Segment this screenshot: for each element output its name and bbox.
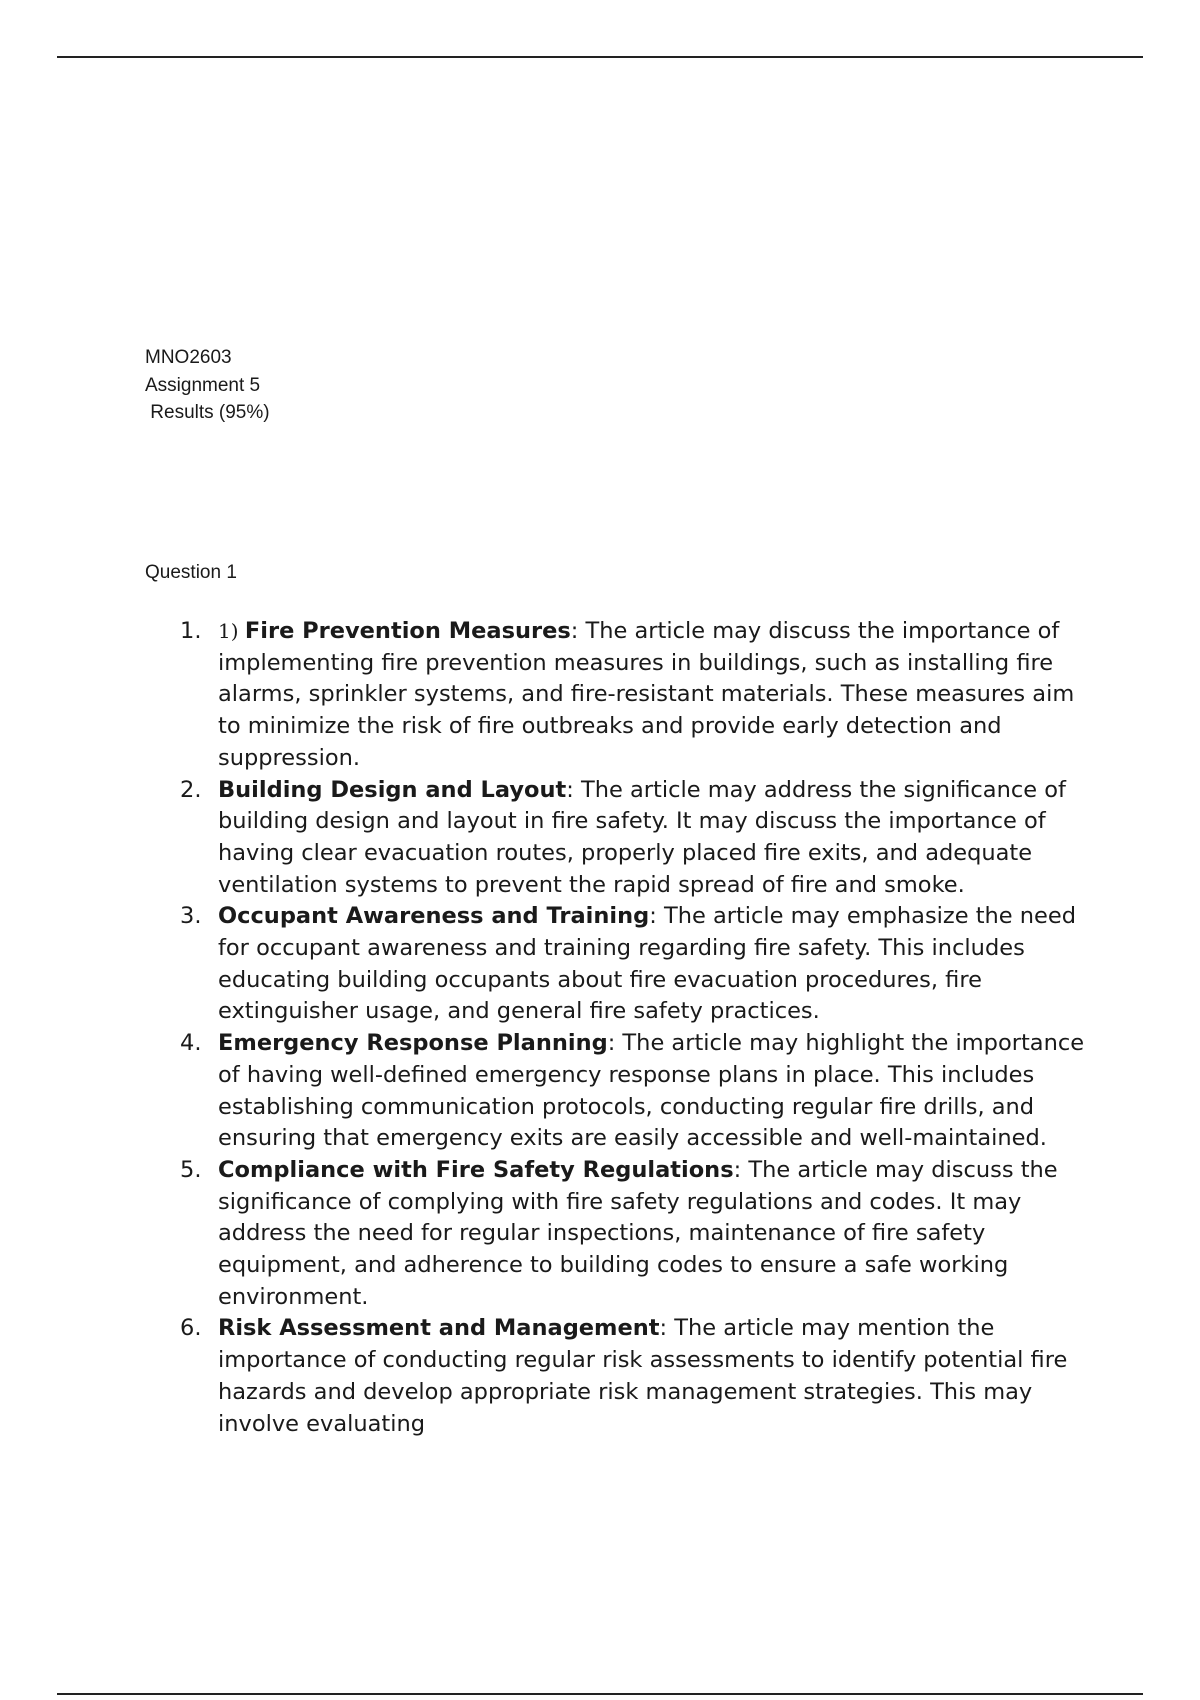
item-text: : The article may address the significance of building design and layout in fire safety. It may discuss the importance of having clear evacuation routes, properly placed fire exits, and adequate ventilation systems to prevent the rapid spread of fire and smoke. (218, 776, 1066, 898)
item-term: Building Design and Layout (218, 776, 567, 803)
list-number: 4. (180, 1030, 202, 1057)
question-heading: Question 1 (145, 562, 237, 583)
assignment-label: Assignment 5 (145, 374, 261, 396)
item-text: : The article may highlight the importance of having well-defined emergency response plans in place. This includes establishing communication protocols, conducting regular fire drills, and ensuring that emergency exits are easily accessible and well-maintained. (218, 1030, 1085, 1152)
list-item (180, 1313, 1100, 1440)
item-text: : The article may emphasize the need for occupant awareness and training regarding fire safety. This includes educating building occupants about fire evacuation procedures, fire extinguisher usage, and general fire safety practices. (218, 903, 1077, 1025)
results-label: Results (95%) (145, 402, 270, 423)
item-term: Emergency Response Planning (218, 1030, 608, 1057)
list-number: 2. (180, 776, 202, 803)
list-item (180, 901, 1100, 1028)
list-item (180, 1028, 1100, 1155)
item-text: : The article may mention the importance of conducting regular risk assessments to identify potential fire hazards and develop appropriate risk management strategies. This may involve evaluating (218, 1315, 1068, 1437)
top-rule (57, 56, 1143, 58)
item-term: Occupant Awareness and Training (218, 903, 650, 930)
item-term: Compliance with Fire Safety Regulations (218, 1156, 734, 1183)
inline-prefix: 1) (218, 619, 245, 643)
item-text: : The article may discuss the importance of implementing fire prevention measures in buildings, such as installing fire alarms, sprinkler systems, and fire-resistant materials. These measures aim to minimize the risk of fire outbreaks and provide early detection and suppression. (218, 618, 1075, 771)
list-number: 5. (180, 1156, 202, 1183)
list-number: 3. (180, 903, 202, 930)
list-number: 6. (180, 1315, 202, 1342)
item-term: Fire Prevention Measures (244, 618, 571, 644)
course-code: MNO2603 (145, 347, 232, 368)
item-term: Risk Assessment and Management (218, 1315, 660, 1342)
list-number: 1. (180, 618, 202, 644)
document-header (145, 344, 270, 427)
answer-list (180, 616, 1100, 1440)
list-item (180, 616, 1100, 775)
item-text: : The article may discuss the significance of complying with fire safety regulations and codes. It may address the need for regular inspections, maintenance of fire safety equipment, and adherence to building codes to ensure a safe working environment. (218, 1156, 1058, 1310)
list-item (180, 775, 1100, 902)
bottom-rule (57, 1693, 1143, 1695)
list-item (180, 1155, 1100, 1314)
